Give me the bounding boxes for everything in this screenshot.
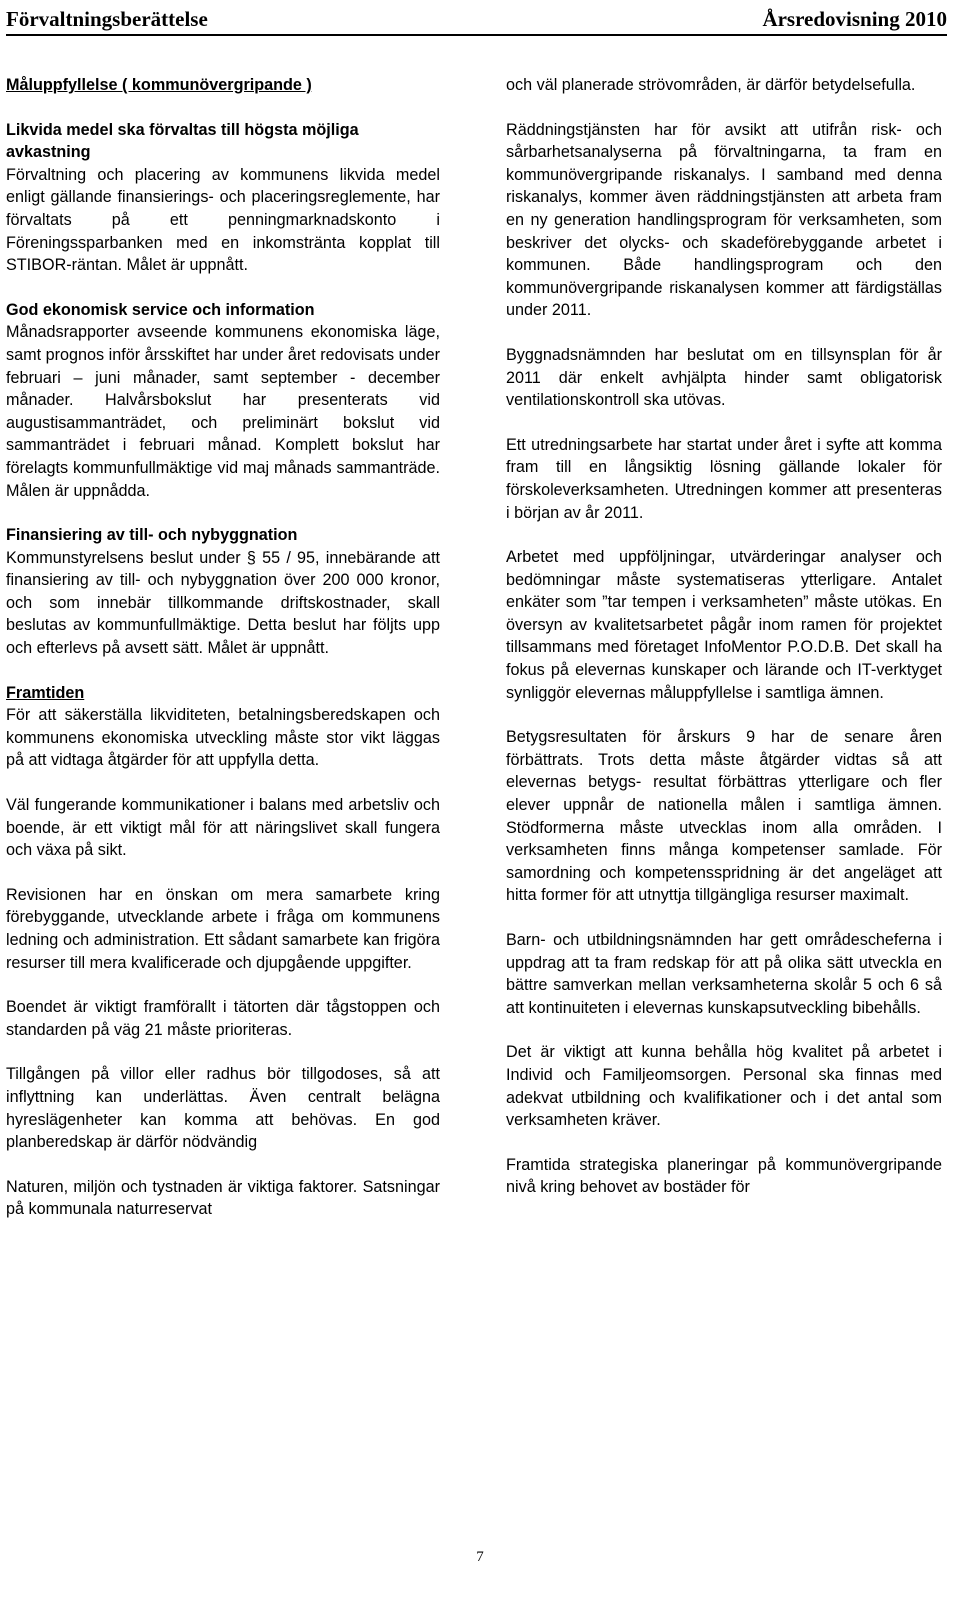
paragraph-future [6, 682, 440, 772]
paragraph-education-committee: Barn- och utbildningsnämnden har gett områdescheferna i uppdrag att ta fram redskap för att på olika sätt utveckla en bättre samverkan mellan verksamheterna skolår 5 och 6 så att kontinuiteten i elevernas kunskapsutveckling bibehålls. [506, 931, 942, 1017]
page-header [6, 4, 947, 36]
text-future: För att säkerställa likviditeten, betalningsberedskapen och kommunens ekonomiska utveckling måste stor vikt läggas på att vidtaga åtgärder för att uppfylla detta. [6, 706, 440, 770]
heading-financing: Finansiering av till- och nybyggnation [6, 526, 298, 545]
right-column [506, 74, 942, 1199]
text-economic-service: Månadsrapporter avseende kommunens ekonomiska läge, samt prognos inför årsskiftet har under året redovisats under februari – juni månader, samt september - december månader. Halvårsbokslut har presenterats vid augustisammanträdet, och preliminärt bokslut vid sammanträdet i februari månad. Komplett bokslut har förelagts kommunfullmäktige vid maj månads sammanträde. Målen är uppnådda. [6, 323, 440, 500]
paragraph-strategic-planning: Framtida strategiska planeringar på kommunövergripande nivå kring behovet av bostäder för [506, 1155, 942, 1197]
paragraph-follow-up: Arbetet med uppföljningar, utvärderingar analyser och bedömningar måste systematiseras ytterligare. Antalet enkäter som ”tar tempen i verksamheten” måste utökas. En översyn av kvalitetsarbetet pågår inom ramen för projektet tillsammans med företaget InfoMentor P.O.D.B. Det skall ha fokus på elevernas kunskaper och lärande och IT-verktyget synliggör elevernas måluppfyllelse i samtliga ämnen. [506, 548, 942, 702]
header-report-title: Årsredovisning 2010 [762, 7, 947, 31]
paragraph-housing: Boendet är viktigt framförallt i tätorten där tågstoppen och standarden på väg 21 måste prioriteras. [6, 998, 440, 1039]
page-number: 7 [476, 1549, 484, 1565]
paragraph-recreation-areas: och väl planerade strövområden, är därför betydelsefulla. [506, 76, 916, 94]
paragraph-communications: Väl fungerande kommunikationer i balans med arbetsliv och boende, är ett viktigt mål för att näringslivet skall fungera och växa på sikt. [6, 796, 440, 860]
text-financing: Kommunstyrelsens beslut under § 55 / 95, innebärande att finansiering av till- och nybyggnation över 200 000 kronor, och som innebär tillkommande driftskostnader, skall beslutas av kommunfullmäktige. Detta beslut har följts upp och efterlevs på avsett sätt. Målet är uppnått. [6, 548, 440, 658]
paragraph-financing [6, 524, 440, 660]
section-title: Måluppfyllelse ( kommunövergripande ) [6, 76, 312, 94]
paragraph-grades: Betygsresultaten för årskurs 9 har de senare åren förbättrats. Trots detta måste åtgärder vidtas så att elevernas betygs- resultat förbättras ytterligare och fler elever uppnår de nationella målen i samtliga ämnen. Stödformerna måste utvecklas inom alla områden. I verksamheten finns många kompetenser samlade. För samordning och kompetensspridning är det angeläget att hitta former för att utnyttja tillgängliga resurser maximalt. [506, 728, 942, 905]
header-section-title: Förvaltningsberättelse [6, 7, 208, 31]
heading-economic-service: God ekonomisk service och information [6, 300, 315, 319]
paragraph-nature: Naturen, miljön och tystnaden är viktiga faktorer. Satsningar på kommunala naturreservat [6, 1177, 440, 1219]
paragraph-villas: Tillgången på villor eller radhus bör tillgodoses, så att inflyttning kan underlättas. Även centralt belägna hyreslägenheter kan komma att behövas. En god planberedskap är därför nödvändig [6, 1065, 440, 1152]
paragraph-rescue-service: Räddningstjänsten har för avsikt att utifrån risk- och sårbarhetsanalyserna på förvaltningarna, ta fram en kommunövergripande riskanalys. I samband med denna riskanalys, kommer även räddningstjänsten att arbeta fram en ny generation handlingsprogram för verksamheten, som beskriver det olycks- och skadeförebyggande arbetet i kommunen. Både handlingsprogram och den kommunövergripande riskanalysen kommer att färdigställas under 2011. [506, 120, 942, 320]
paragraph-economic-service [6, 299, 440, 502]
paragraph-audit: Revisionen har en önskan om mera samarbete kring förebyggande, utvecklande arbete i fråga om kommunens ledning och administration. Ett sådant samarbete kan frigöra resurser till mera kvalificerade och djupgående uppgifter. [6, 885, 440, 972]
heading-future: Framtiden [6, 683, 85, 702]
left-column [6, 74, 440, 1221]
paragraph-building-committee: Byggnadsnämnden har beslutat om en tillsynsplan för år 2011 där enkelt avhjälpta hinder samt obligatorisk ventilationskontroll ska utövas. [506, 345, 942, 410]
heading-liquid-assets: Likvida medel ska förvaltas till högsta möjliga avkastning [6, 120, 359, 162]
paragraph-social-care: Det är viktigt att kunna behålla hög kvalitet på arbetet i Individ och Familjeomsorgen. Personal ska finnas med adekvat utbildning och kvalifikationer och i det antal som verksamheten kräver. [506, 1043, 942, 1130]
text-liquid-assets: Förvaltning och placering av kommunens likvida medel enligt gällande finansierings- och placeringsreglemente, har förvaltats på ett penningmarknadskonto i Föreningssparbanken med en inkomstränta kopplat till STIBOR-räntan. Målet är uppnått. [6, 165, 440, 275]
paragraph-preschool: Ett utredningsarbete har startat under året i syfte att komma fram till en långsiktig lösning gällande lokaler för förskoleverksamheten. Utredningen kommer att presenteras i början av år 2011. [506, 435, 942, 522]
paragraph-liquid-assets [6, 119, 440, 277]
